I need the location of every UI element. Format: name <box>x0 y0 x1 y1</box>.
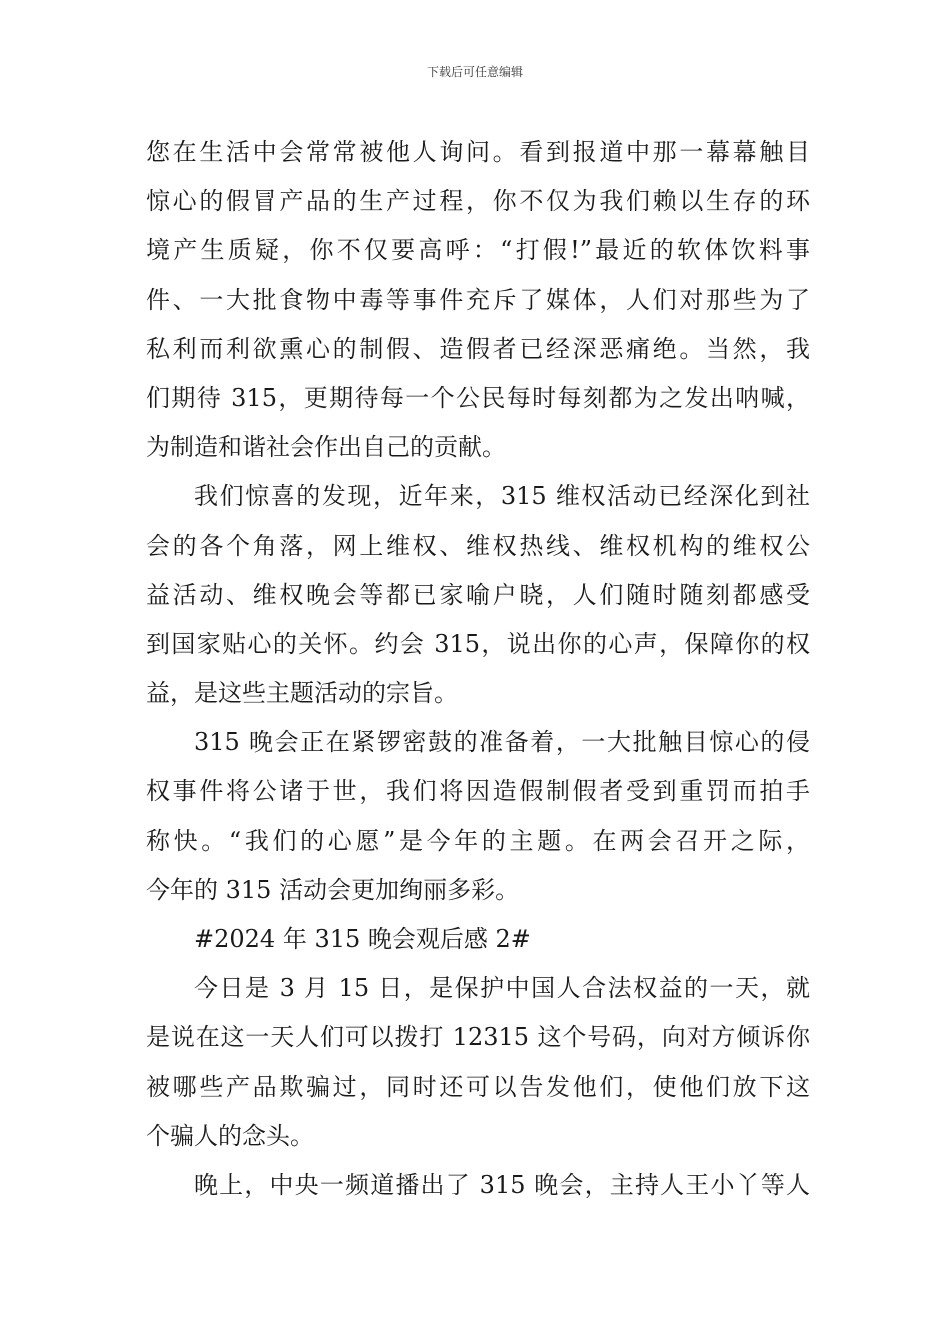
text-line: 益活动、维权晚会等都已家喻户晓，人们随时随刻都感受 <box>146 580 810 609</box>
text-line: 们期待 315，更期待每一个公民每时每刻都为之发出呐喊， <box>146 383 810 412</box>
text-line: 私利而利欲熏心的制假、造假者已经深恶痛绝。当然，我 <box>146 334 810 363</box>
text-line: 到国家贴心的关怀。约会 315，说出你的心声，保障你的权 <box>146 629 810 658</box>
text-line: 您在生活中会常常被他人询问。看到报道中那一幕幕触目 <box>146 138 810 166</box>
text-line: 权事件将公诸于世，我们将因造假制假者受到重罚而拍手 <box>146 777 810 806</box>
document-body <box>146 128 810 1210</box>
text-line: 个骗人的念头。 <box>146 1121 314 1150</box>
text-line: 今日是 3 月 15 日，是保护中国人合法权益的一天，就 <box>194 974 810 1003</box>
text-line: 315 晚会正在紧锣密鼓的准备着，一大批触目惊心的侵 <box>194 728 810 757</box>
paragraph <box>146 964 810 1161</box>
text-line: 称快。“我们的心愿”是今年的主题。在两会召开之际， <box>146 826 810 855</box>
text-line: 是说在这一天人们可以拨打 12315 这个号码，向对方倾诉你 <box>146 1023 810 1052</box>
text-line: 件、一大批食物中毒等事件充斥了媒体，人们对那些为了 <box>146 285 810 314</box>
text-line: 被哪些产品欺骗过，同时还可以告发他们，使他们放下这 <box>146 1072 810 1101</box>
text-line: 益，是这些主题活动的宗旨。 <box>146 679 458 708</box>
text-line: 境产生质疑，你不仅要高呼：“打假!”最近的软体饮料事 <box>146 236 810 265</box>
paragraph <box>146 718 810 915</box>
text-line: 为制造和谐社会作出自己的贡献。 <box>146 433 506 462</box>
paragraph <box>146 128 810 472</box>
text-line: #2024 年 315 晚会观后感 2# <box>194 925 531 953</box>
section-heading <box>146 915 810 964</box>
paragraph <box>146 472 810 718</box>
text-line: 惊心的假冒产品的生产过程，你不仅为我们赖以生存的环 <box>146 187 810 216</box>
text-line: 我们惊喜的发现，近年来，315 维权活动已经深化到社 <box>194 482 810 511</box>
page-header: 下载后可任意编辑 <box>426 65 523 79</box>
paragraph <box>146 1161 810 1210</box>
text-line: 今年的 315 活动会更加绚丽多彩。 <box>146 875 520 904</box>
text-line: 晚上，中央一频道播出了 315 晚会，主持人王小丫等人 <box>194 1170 810 1199</box>
text-line: 会的各个角落，网上维权、维权热线、维权机构的维权公 <box>146 531 810 560</box>
